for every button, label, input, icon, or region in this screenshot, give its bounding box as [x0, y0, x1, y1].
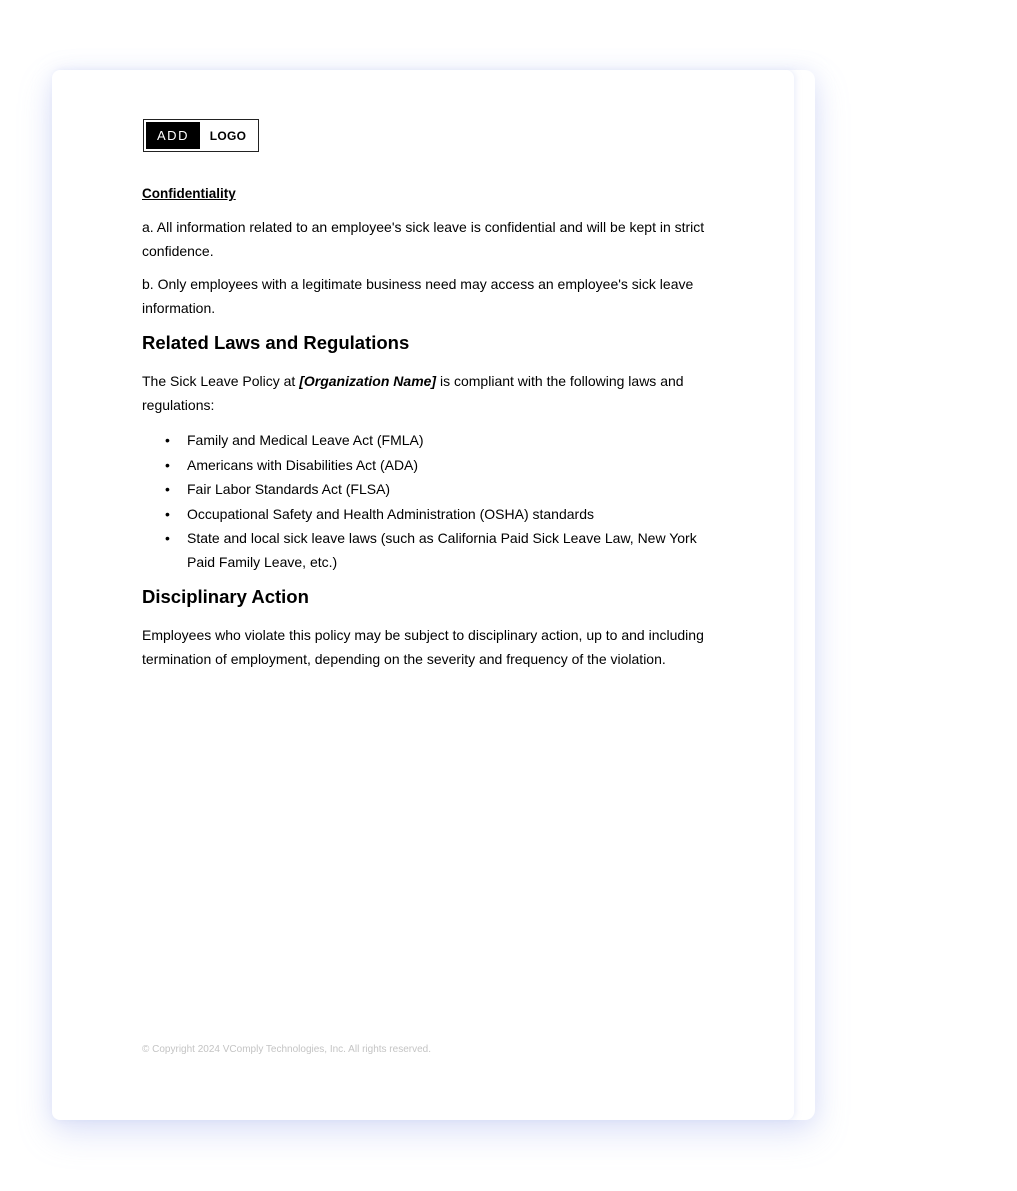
law-item-label: Fair Labor Standards Act (FLSA): [187, 481, 391, 497]
law-item-label: Americans with Disabilities Act (ADA): [187, 456, 419, 473]
list-item: [142, 428, 707, 452]
related-laws-intro: [142, 369, 707, 417]
list-item: [142, 477, 707, 501]
list-item: [142, 526, 707, 574]
law-item-label: Family and Medical Leave Act (FMLA): [187, 432, 424, 448]
bullet-icon: •: [165, 530, 170, 546]
confidentiality-item-b: b. Only employees with a legitimate business need may access an employee's sick leave information.: [142, 276, 694, 316]
bullet-icon: •: [165, 505, 170, 522]
document-page: [52, 70, 794, 1120]
intro-suffix: is compliant with the following laws and regulations:: [142, 373, 684, 413]
law-item-label: State and local sick leave laws (such as California Paid Sick Leave Law, New York Paid Family Leave, etc.): [187, 530, 697, 570]
disciplinary-heading: Disciplinary Action: [142, 586, 309, 607]
bullet-icon: •: [165, 432, 170, 448]
disciplinary-text: Employees who violate this policy may be subject to disciplinary action, up to and including termination of employment, depending on the severity and frequency of the violation.: [142, 627, 704, 667]
related-laws-heading: Related Laws and Regulations: [142, 332, 410, 353]
bullet-icon: •: [165, 456, 170, 473]
logo-add-label: ADD: [146, 122, 200, 149]
intro-prefix: The Sick Leave Policy at: [142, 373, 300, 389]
confidentiality-title: Confidentiality: [142, 186, 236, 201]
add-logo-placeholder[interactable]: [143, 119, 259, 152]
list-item: [142, 453, 707, 477]
list-item: [142, 502, 707, 526]
confidentiality-item-a: a. All information related to an employee's sick leave is confidential and will be kept in strict confidence.: [142, 219, 705, 259]
organization-name-placeholder: [Organization Name]: [299, 373, 437, 389]
copyright-footer: © Copyright 2024 VComply Technologies, Inc. All rights reserved.: [142, 1044, 431, 1055]
logo-logo-label: LOGO: [209, 128, 247, 143]
laws-list: [142, 428, 707, 575]
bullet-icon: •: [165, 481, 170, 497]
law-item-label: Occupational Safety and Health Administration (OSHA) standards: [187, 505, 594, 522]
